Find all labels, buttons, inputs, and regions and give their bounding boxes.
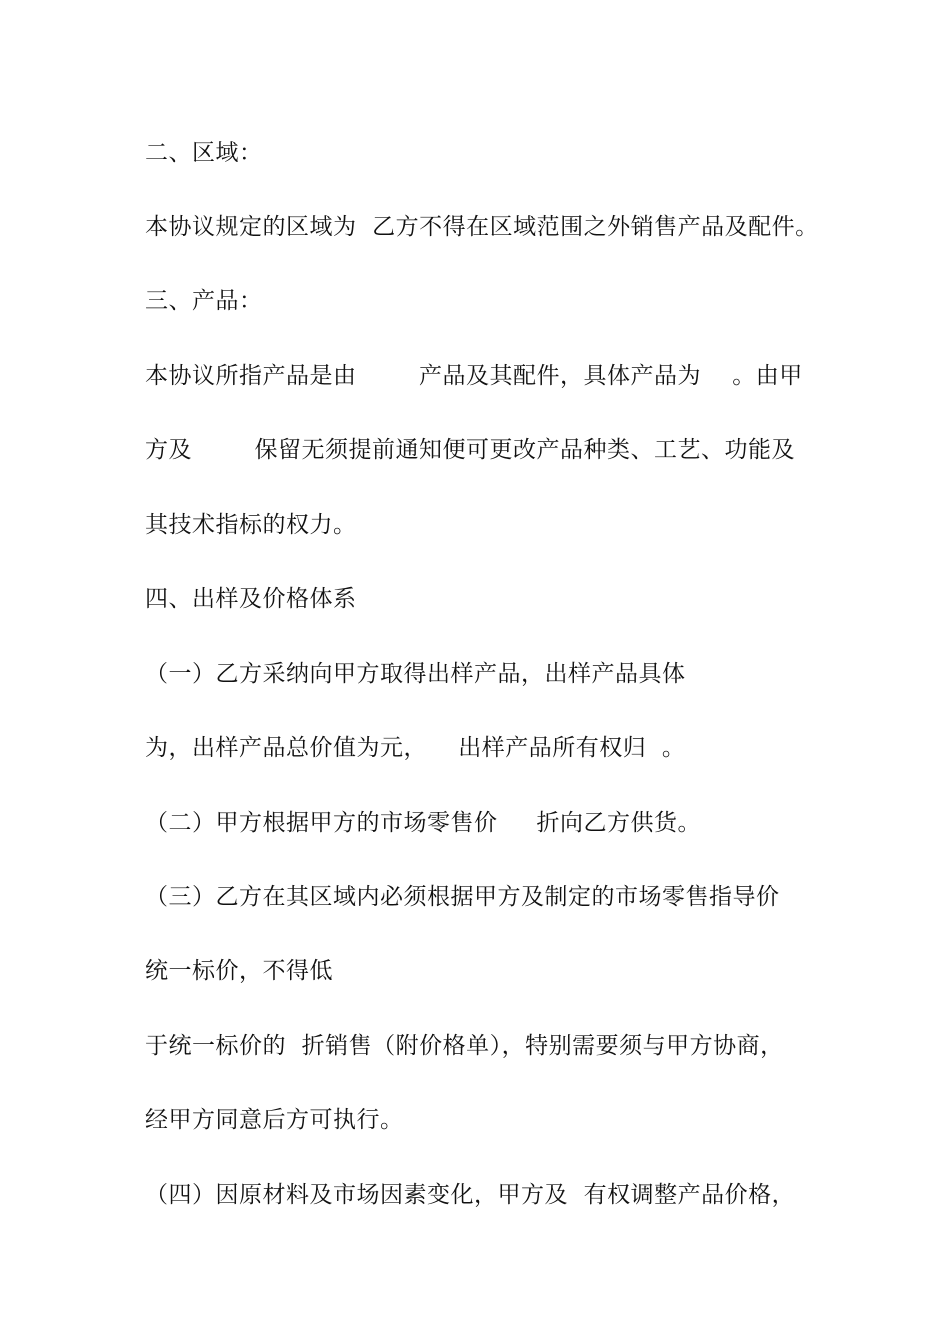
paragraph-line: 统一标价，不得低: [145, 958, 333, 984]
paragraph-line: 为，出样产品总价值为元， 出样产品所有权归 。: [145, 735, 686, 761]
paragraph-line: 经甲方同意后方可执行。: [145, 1107, 404, 1133]
paragraph-line: （二）甲方根据甲方的市场零售价 折向乙方供货。: [145, 810, 702, 836]
paragraph-line: （一）乙方采纳向甲方取得出样产品，出样产品具体: [145, 661, 686, 687]
section-heading-pricing: 四、出样及价格体系: [145, 586, 357, 612]
paragraph-line: （四）因原材料及市场因素变化，甲方及 有权调整产品价格，: [145, 1182, 796, 1208]
section-heading-product: 三、产品：: [145, 288, 263, 314]
paragraph-line: 本协议所指产品是由 产品及其配件，具体产品为 。由甲: [145, 363, 803, 389]
paragraph-line: 本协议规定的区域为 乙方不得在区域范围之外销售产品及配件。: [145, 214, 819, 240]
paragraph-line: （三）乙方在其区域内必须根据甲方及制定的市场零售指导价: [145, 884, 780, 910]
section-heading-region: 二、区域：: [145, 140, 263, 166]
paragraph-line: 于统一标价的 折销售（附价格单），特别需要须与甲方协商，: [145, 1033, 784, 1059]
paragraph-line: 方及 保留无须提前通知便可更改产品种类、工艺、功能及: [145, 437, 795, 463]
paragraph-line: 其技术指标的权力。: [145, 512, 357, 538]
